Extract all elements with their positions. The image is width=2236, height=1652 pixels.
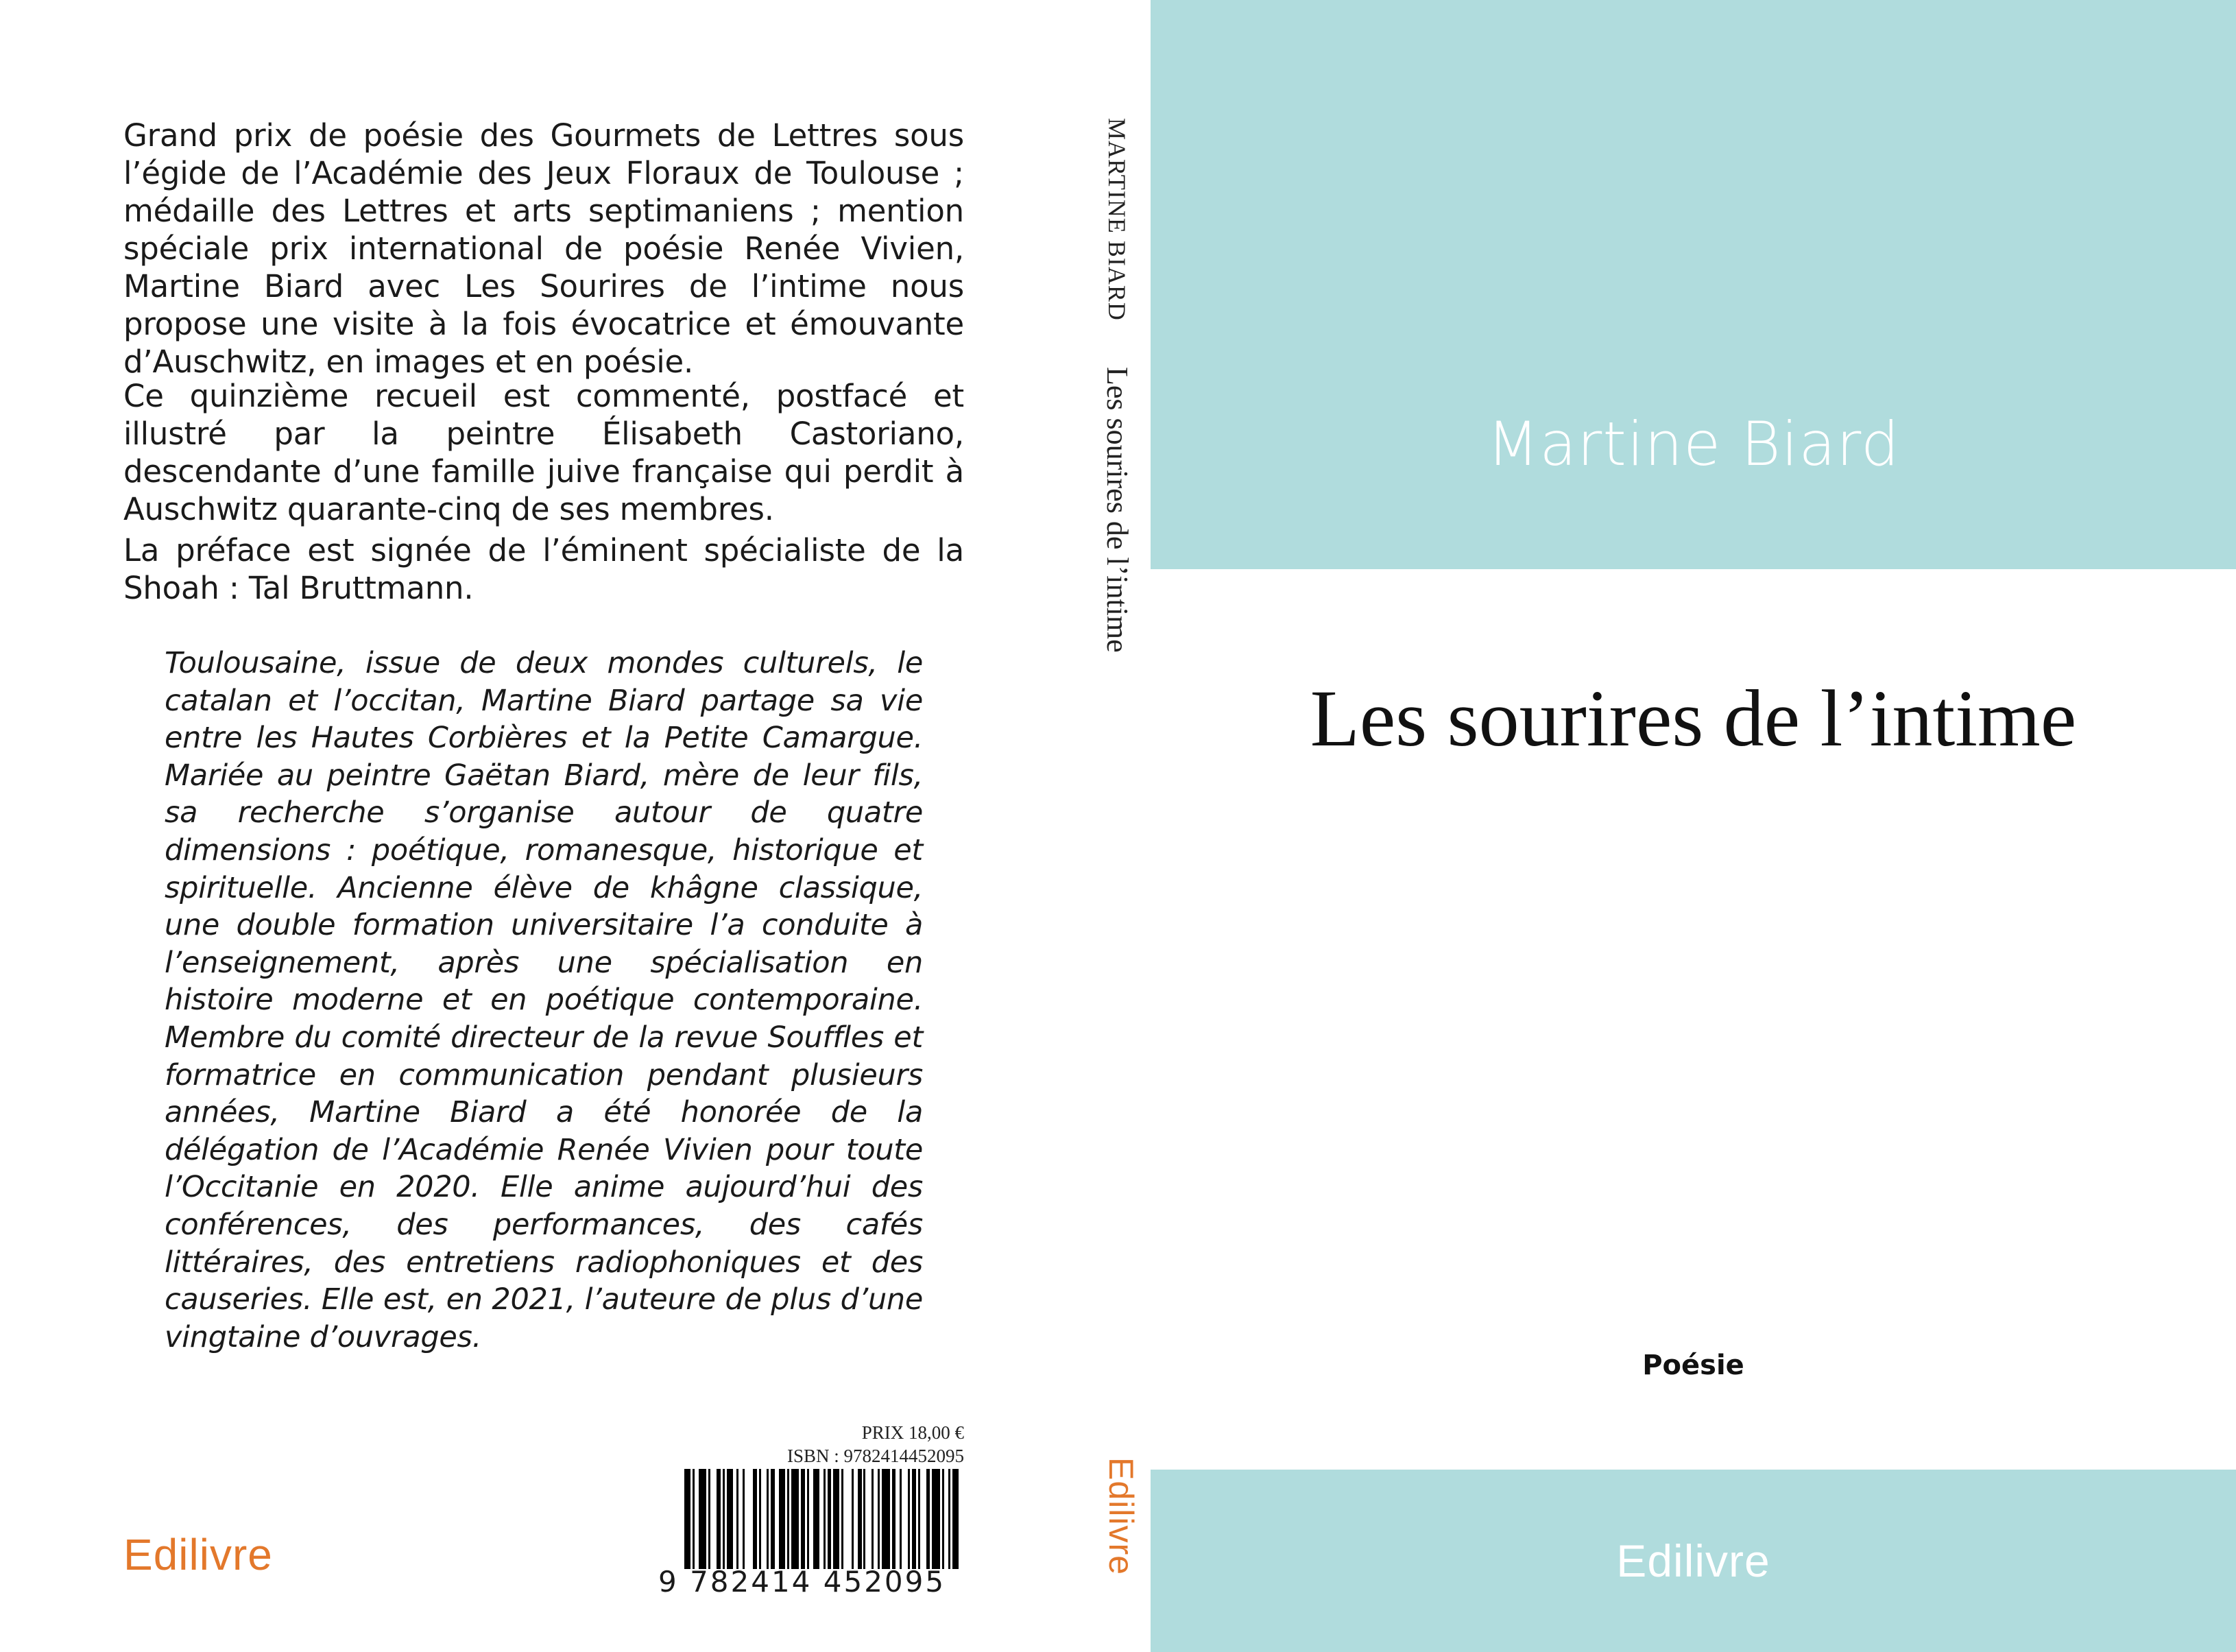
isbn-label: ISBN : 9782414452095 [786,1446,964,1466]
barcode-bars [684,1469,959,1569]
barcode-bar [727,1469,733,1569]
barcode-digits: 9 782414 452095 [658,1565,946,1599]
back-paragraph-awards: Grand prix de poésie des Gourmets de Lettres sous l’égide de l’Académie des Jeux Floraux de Toulouse ; médaille des Lettres et arts septimaniens ; mention spéciale prix international de poésie Renée Vivien, Martine Biard avec Les Sourires de l’intime nous propose une visite à la fois évocatrice et émouvante d’Auschwitz, en images et en poésie. [123,117,964,380]
price-label: PRIX 18,00 € [861,1422,964,1443]
barcode-space [865,1469,871,1569]
barcode-space [843,1469,852,1569]
barcode-space [710,1469,717,1569]
back-publisher-logo [123,1529,273,1580]
barcode-bar [952,1469,959,1569]
barcode-space [745,1469,753,1569]
barcode-space [761,1469,767,1569]
spine-title: Les sourires de l’intime [1101,367,1134,653]
barcode-bar [932,1469,940,1569]
spine-author: MARTINE BIARD [1103,118,1131,321]
barcode-bar [699,1469,707,1569]
spine-publisher-logo: Edilivre [1102,1457,1140,1575]
barcode-bar [833,1469,839,1569]
barcode [658,1469,965,1599]
genre-label: Poésie [1642,1350,1744,1381]
barcode-bar [882,1469,890,1569]
front-book-title: Les sourires de l’intime [1310,673,2077,763]
barcode-bar [791,1469,800,1569]
back-paragraph-illustrator: Ce quinzième recueil est commenté, postfacé et illustré par la peintre Élisabeth Castoriano, descendante d’une famille juive française qui perdit à Auschwitz quarante-cinq de ses membres. [123,378,964,527]
front-author-name: Martine Biard [1487,409,1900,479]
front-top-band [1151,0,2236,569]
back-paragraph-preface: La préface est signée de l’éminent spécialiste de la Shoah : Tal Bruttmann. [123,532,964,606]
barcode-bar [813,1469,819,1569]
barcode-bar [779,1469,785,1569]
barcode-space [920,1469,926,1569]
front-publisher-logo: Edilivre [1616,1535,1770,1586]
barcode-bar [684,1469,690,1569]
back-publisher-logo-text: Edilivre [123,1530,273,1579]
barcode-space [902,1469,908,1569]
author-biography: Toulousaine, issue de deux mondes culturels, le catalan et l’occitan, Martine Biard partage sa vie entre les Hautes Corbières et la Petite Camargue. Mariée au peintre Gaëtan Biard, mère de leur fils, sa recherche s’organise autour de quatre dimensions : poétique, romanesque, historique et spirituelle. Ancienne élève de khâgne classique, une double formation universitaire l’a conduite à l’enseignement, après une spécialisation en histoire moderne et en poétique contemporaine. Membre du comité directeur de la revue Souffles et formatrice en communication pendant plusieurs années, Martine Biard a été honorée de la délégation de l’Académie Renée Vivien pour toute l’Occitanie en 2020. Elle anime aujourd’hui des conférences, des performances, des cafés littéraires, des entretiens radiophoniques et des causeries. Elle est, en 2021, l’auteure de plus d’une vingtaine d’ouvrages. [165,646,923,1354]
